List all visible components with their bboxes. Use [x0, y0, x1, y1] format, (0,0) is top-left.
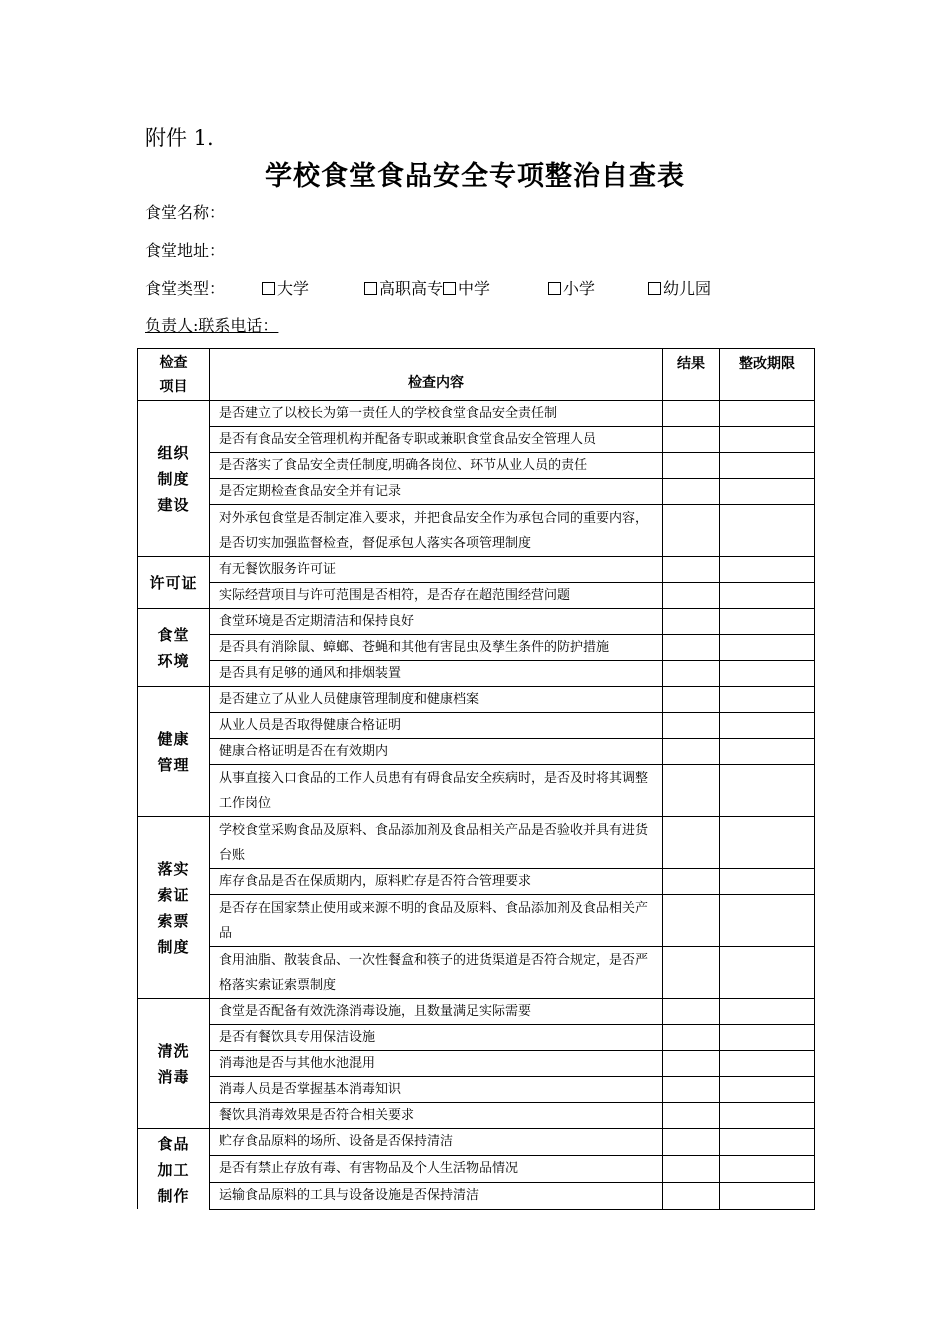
check-item: 是否存在国家禁止使用或来源不明的食品及原料、食品添加剂及食品相关产品: [210, 895, 663, 947]
check-item: 有无餐饮服务许可证: [210, 557, 663, 583]
result-cell[interactable]: [663, 947, 720, 999]
canteen-address-field: 食堂地址：: [145, 241, 226, 260]
contact-field: 负责人:联系电话：: [145, 316, 279, 335]
check-item: 是否定期检查食品安全并有记录: [210, 479, 663, 505]
result-cell[interactable]: [663, 505, 720, 557]
table-row: [138, 999, 815, 1025]
table-row: [138, 713, 815, 739]
result-cell[interactable]: [663, 427, 720, 453]
table-row: [138, 817, 815, 869]
table-row: [138, 895, 815, 947]
result-cell[interactable]: [663, 739, 720, 765]
category-cell: 组织 制度 建设: [138, 401, 210, 557]
table-row: [138, 739, 815, 765]
check-item: 学校食堂采购食品及原料、食品添加剂及食品相关产品是否验收并具有进货台账: [210, 817, 663, 869]
check-item: 运输食品原料的工具与设备设施是否保持清洁: [210, 1182, 663, 1209]
deadline-cell[interactable]: [720, 635, 815, 661]
table-row: [138, 1129, 815, 1156]
deadline-cell[interactable]: [720, 1051, 815, 1077]
category-cell: 健康 管理: [138, 687, 210, 817]
table-row: [138, 401, 815, 427]
table-row: [138, 869, 815, 895]
result-cell[interactable]: [663, 1025, 720, 1051]
table-row: [138, 1155, 815, 1182]
table-row: [138, 1051, 815, 1077]
checkbox-icon: [443, 282, 456, 295]
table-row: [138, 661, 815, 687]
result-cell[interactable]: [663, 1182, 720, 1209]
table-header-row: [138, 349, 815, 401]
result-cell[interactable]: [663, 1051, 720, 1077]
check-item: 贮存食品原料的场所、设备是否保持清洁: [210, 1129, 663, 1156]
result-cell[interactable]: [663, 895, 720, 947]
table-row: [138, 609, 815, 635]
deadline-cell[interactable]: [720, 817, 815, 869]
result-cell[interactable]: [663, 1155, 720, 1182]
table-row: [138, 479, 815, 505]
check-item: 从业人员是否取得健康合格证明: [210, 713, 663, 739]
check-item: 餐饮具消毒效果是否符合相关要求: [210, 1103, 663, 1129]
deadline-cell[interactable]: [720, 453, 815, 479]
deadline-cell[interactable]: [720, 609, 815, 635]
check-item: 是否建立了以校长为第一责任人的学校食堂食品安全责任制: [210, 401, 663, 427]
check-item: 是否有餐饮具专用保洁设施: [210, 1025, 663, 1051]
table-row: [138, 1025, 815, 1051]
category-cell: 食堂 环境: [138, 609, 210, 687]
result-cell[interactable]: [663, 999, 720, 1025]
result-cell[interactable]: [663, 583, 720, 609]
result-cell[interactable]: [663, 1103, 720, 1129]
deadline-cell[interactable]: [720, 479, 815, 505]
table-body: [138, 401, 815, 1210]
check-item: 是否落实了食品安全责任制度,明确各岗位、环节从业人员的责任: [210, 453, 663, 479]
deadline-cell[interactable]: [720, 401, 815, 427]
deadline-cell[interactable]: [720, 1155, 815, 1182]
check-item: 消毒池是否与其他水池混用: [210, 1051, 663, 1077]
check-item: 是否具有足够的通风和排烟装置: [210, 661, 663, 687]
table-row: [138, 1103, 815, 1129]
check-item: 实际经营项目与许可范围是否相符，是否存在超范围经营问题: [210, 583, 663, 609]
category-cell: 落实 索证 索票 制度: [138, 817, 210, 999]
deadline-cell[interactable]: [720, 765, 815, 817]
result-cell[interactable]: [663, 557, 720, 583]
result-cell[interactable]: [663, 401, 720, 427]
category-cell: 食品 加工 制作: [138, 1129, 210, 1210]
checkbox-icon: [262, 282, 275, 295]
deadline-cell[interactable]: [720, 999, 815, 1025]
type-option-vocational-middle[interactable]: 高职高专 中学: [364, 276, 490, 299]
check-item: 食堂是否配备有效洗涤消毒设施，且数量满足实际需要: [210, 999, 663, 1025]
result-cell[interactable]: [663, 661, 720, 687]
deadline-cell[interactable]: [720, 895, 815, 947]
header-result: 结果: [663, 349, 720, 401]
type-option-primary[interactable]: 小学: [548, 276, 595, 299]
check-item: 食用油脂、散装食品、一次性餐盒和筷子的进货渠道是否符合规定，是否严格落实索证索票制度: [210, 947, 663, 999]
deadline-cell[interactable]: [720, 427, 815, 453]
result-cell[interactable]: [663, 453, 720, 479]
deadline-cell[interactable]: [720, 687, 815, 713]
check-item: 是否有禁止存放有毒、有害物品及个人生活物品情况: [210, 1155, 663, 1182]
check-item: 是否具有消除鼠、蟑螂、苍蝇和其他有害昆虫及孳生条件的防护措施: [210, 635, 663, 661]
deadline-cell[interactable]: [720, 869, 815, 895]
header-category-label: 检查 项目: [159, 354, 188, 395]
result-cell[interactable]: [663, 635, 720, 661]
deadline-cell[interactable]: [720, 557, 815, 583]
category-cell: 清洗 消毒: [138, 999, 210, 1129]
header-content: 检查内容: [210, 349, 663, 401]
deadline-cell[interactable]: [720, 1103, 815, 1129]
check-item: 是否有食品安全管理机构并配备专职或兼职食堂食品安全管理人员: [210, 427, 663, 453]
deadline-cell[interactable]: [720, 1025, 815, 1051]
checkbox-icon: [548, 282, 561, 295]
deadline-cell[interactable]: [720, 1182, 815, 1209]
check-item: 库存食品是否在保质期内，原料贮存是否符合管理要求: [210, 869, 663, 895]
deadline-cell[interactable]: [720, 947, 815, 999]
result-cell[interactable]: [663, 687, 720, 713]
deadline-cell[interactable]: [720, 1077, 815, 1103]
table-row: [138, 557, 815, 583]
table-row: [138, 947, 815, 999]
header-category: [138, 349, 210, 401]
check-item: 是否建立了从业人员健康管理制度和健康档案: [210, 687, 663, 713]
table-row: [138, 1182, 815, 1209]
table-row: [138, 583, 815, 609]
table-row: [138, 1077, 815, 1103]
table-row: [138, 427, 815, 453]
check-item: 食堂环境是否定期清洁和保持良好: [210, 609, 663, 635]
table-row: [138, 635, 815, 661]
type-option-kindergarten[interactable]: 幼儿园: [648, 276, 711, 299]
deadline-cell[interactable]: [720, 739, 815, 765]
result-cell[interactable]: [663, 1129, 720, 1156]
result-cell[interactable]: [663, 817, 720, 869]
check-item: 消毒人员是否掌握基本消毒知识: [210, 1077, 663, 1103]
deadline-cell[interactable]: [720, 713, 815, 739]
result-cell[interactable]: [663, 713, 720, 739]
check-item: 健康合格证明是否在有效期内: [210, 739, 663, 765]
result-cell[interactable]: [663, 869, 720, 895]
deadline-cell[interactable]: [720, 1129, 815, 1156]
table-row: [138, 453, 815, 479]
type-option-university[interactable]: 大学: [262, 276, 309, 299]
table-row: [138, 765, 815, 817]
canteen-type-label: 食堂类型：: [145, 279, 226, 298]
canteen-name-field: 食堂名称：: [145, 203, 226, 222]
check-item: 对外承包食堂是否制定准入要求，并把食品安全作为承包合同的重要内容，是否切实加强监督检查，督促承包人落实各项管理制度: [210, 505, 663, 557]
deadline-cell[interactable]: [720, 661, 815, 687]
deadline-cell[interactable]: [720, 505, 815, 557]
checkbox-icon: [364, 282, 377, 295]
table-row: [138, 687, 815, 713]
category-cell: 许可证: [138, 557, 210, 609]
result-cell[interactable]: [663, 765, 720, 817]
result-cell[interactable]: [663, 609, 720, 635]
header-deadline: 整改期限: [720, 349, 815, 401]
check-item: 从事直接入口食品的工作人员患有有碍食品安全疾病时，是否及时将其调整工作岗位: [210, 765, 663, 817]
checkbox-icon: [648, 282, 661, 295]
result-cell[interactable]: [663, 479, 720, 505]
result-cell[interactable]: [663, 1077, 720, 1103]
inspection-table: [137, 348, 815, 1210]
deadline-cell[interactable]: [720, 583, 815, 609]
page-title: 学校食堂食品安全专项整治自查表: [265, 161, 685, 192]
table-row: [138, 505, 815, 557]
attachment-label: 附件 1.: [145, 126, 214, 150]
